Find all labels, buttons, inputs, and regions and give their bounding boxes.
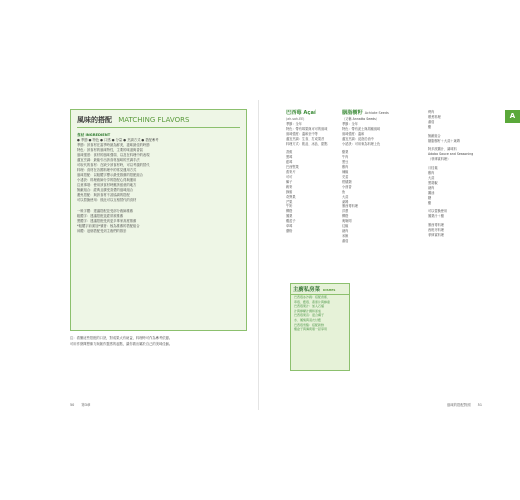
text-line: 汁與檸檬汁調和而成 — [294, 308, 322, 313]
text-line: 辣椒 — [342, 170, 349, 175]
text-line: 奧勒岡 — [342, 219, 352, 224]
text-line: 黑胡椒 — [428, 180, 438, 185]
text-line: 柑橘類 — [342, 179, 352, 184]
ingredient-heading: 食材 INGREDIENT — [77, 133, 111, 137]
text-line: 醋 — [428, 200, 432, 205]
dishes-heading — [291, 284, 349, 295]
text-line: 西班牙料理 — [428, 228, 444, 233]
text-line: 草莓 — [286, 224, 293, 229]
page-gutter — [258, 100, 259, 410]
text-line: 萊姆 — [342, 199, 349, 204]
text-line: 料理方式：飲品、冰品、甜點 — [286, 141, 328, 146]
text-line: 巴西莓果昔：混合椰子 — [294, 313, 325, 318]
text-line: 蜂蜜 — [286, 189, 293, 194]
left-folio — [70, 402, 96, 407]
guide-line: 料理：食材在各國料理中的常見運用方式 — [77, 168, 137, 172]
text-line: 風味強度：溫和 — [342, 131, 365, 136]
text-line: 無敵組合 — [428, 133, 441, 138]
text-line: 柳橙 — [286, 209, 293, 214]
text-line: 月桂葉 — [428, 166, 438, 171]
text-line: 糖 — [428, 195, 432, 200]
text-line: 阿多波醬汁、調味料 — [428, 147, 457, 152]
text-line: 大蒜 — [428, 175, 435, 180]
guide-line: 適宜烹調：最能引出該食材風味的烹調手法 — [77, 158, 140, 162]
text-line: 椰子 — [286, 179, 293, 184]
text-line: 奇異果 — [286, 194, 296, 199]
text-line: 燉煮料理 — [428, 114, 441, 119]
text-line: 雞肉 — [342, 165, 349, 170]
right-folio — [441, 402, 482, 407]
guide-line: 小祕訣：料理廚師分享的搭配心得與運用 — [77, 178, 137, 182]
left-page-number: 50 — [70, 403, 75, 407]
guide-line: 無敵組合：經典且廣受喜愛的風味組合 — [77, 188, 134, 192]
text-line: 鳳梨汁＋醋 — [428, 214, 444, 219]
text-line: 豬肉 — [342, 228, 349, 233]
text-line: 墨西哥料理 — [342, 204, 358, 209]
entry-heading-achiote — [342, 110, 398, 117]
text-line: 藍莓 — [286, 160, 293, 165]
text-line: 醬油 — [428, 190, 435, 195]
column-acai — [286, 110, 340, 234]
legend-line: 粗體字：建議搭配並經常被推薦 — [77, 214, 124, 218]
text-line: 鳳梨 — [286, 214, 293, 219]
text-line: 水、鳳梨與羽衣甘藍 — [294, 317, 322, 322]
text-line: 柳橙 — [342, 214, 349, 219]
chef-dishes-box — [290, 283, 350, 371]
guide-line: ● 季節 ● 特色 ● 口感 ● 分量 ● 烹調方式 ● 搭配參考 — [77, 138, 159, 142]
text-line: （菲律賓料理） — [428, 157, 451, 162]
text-line: 魚 — [342, 189, 346, 194]
guide-line: 特色：該食材的風味特性，主要的味道與香氣 — [77, 148, 143, 152]
text-line: 番茄 — [428, 119, 435, 124]
text-line: 季節：全年 — [286, 121, 302, 126]
text-line: 燕麥片 — [286, 170, 296, 175]
text-line: 胭脂樹籽＋大蒜＋萊姆 — [428, 138, 460, 143]
guide-line: 風味搭配：以粗體字標示最受推薦的搭配組合 — [77, 173, 143, 177]
entry-lines — [342, 117, 398, 244]
text-line: 紅椒 — [342, 224, 349, 229]
left-chapter-label: 第3章 — [81, 403, 91, 407]
text-line: 特色：帶有泥土與胡椒風味 — [342, 126, 381, 131]
text-line: 季節：全年 — [342, 121, 358, 126]
column-achiote — [342, 110, 398, 244]
intro-line: 注：看懂這些搭配的口訣，對成果大有助益，料理時可作為參考依據。 — [70, 336, 173, 340]
column-adobo — [428, 110, 488, 238]
text-line: 芒果 — [286, 199, 293, 204]
right-chapter-label: 風味的搭配對照 — [446, 403, 471, 407]
right-page-number: 51 — [477, 403, 482, 407]
text-line: 洋蔥 — [342, 209, 349, 214]
text-line: 覆盆子與薄荷葉一起享用 — [294, 327, 328, 332]
guide-line: 注意事項：使用該食材時應該留意的地方 — [77, 183, 137, 187]
text-line: 墨西哥料理 — [428, 223, 444, 228]
entry-heading-acai — [286, 110, 340, 117]
text-line: 牛肉 — [342, 155, 349, 160]
text-line: 草莓、藍莓、燕麥片與蜂蜜 — [294, 299, 331, 304]
text-line: Adobo Sauce and Seasoning — [428, 152, 474, 157]
text-line: 番茄 — [342, 238, 349, 243]
text-line: 牛奶 — [286, 204, 293, 209]
text-line: 菲律賓料理 — [428, 233, 444, 238]
guide-line: 避免搭配：與該食材不甚協調的搭配 — [77, 193, 130, 197]
text-line: 酪梨 — [342, 150, 349, 155]
text-line: 烤肉 — [428, 110, 435, 114]
text-line: 香蕉 — [286, 150, 293, 155]
text-line: 豬肉 — [428, 185, 435, 190]
text-line: 巴西莓冰沙碗：搭配香蕉、 — [294, 295, 331, 299]
guide-line: 風味強度：食材的風味強弱，以及在料理中的表現 — [77, 153, 150, 157]
text-line: 黑莓 — [286, 155, 293, 160]
entry-pronunciation: (ah-sah-EE) — [286, 117, 305, 121]
text-line: 適宜烹調：浸泡於油中 — [342, 136, 374, 141]
text-line: 可以替換使用 — [428, 209, 448, 214]
text-line: 適宜烹調：生食、打成果昔 — [286, 136, 325, 141]
text-line: 巴西堅果 — [286, 165, 299, 170]
letter-tab: A — [505, 110, 520, 123]
guide-line: 可取代的食材：在缺少該食材時，可以考慮的替代 — [77, 163, 150, 167]
guide-box-header — [77, 113, 240, 128]
dishes-lines — [291, 295, 349, 332]
dishes-title: 主廚私房菜 — [293, 287, 320, 293]
text-line: 巴西莓果汁：加入石榴 — [294, 304, 325, 309]
text-line: 芫荽 — [342, 174, 349, 179]
entry-title: 巴西莓 Açaí — [286, 110, 316, 116]
text-line: （又稱 Annatto Seeds） — [342, 117, 380, 121]
text-line: 小祕訣：可用來為料理上色 — [342, 141, 381, 146]
guide-line: 季節：該食材在當季時最為鮮美，滋味最佳的時節 — [77, 143, 150, 147]
guide-lines — [77, 132, 243, 234]
guide-title-en: MATCHING FLAVORS — [118, 116, 190, 124]
legend-line: 一般字體：建議搭配並受部分廚師推薦 — [77, 209, 134, 213]
text-line: 巴西莓雪酪：搭配新鮮 — [294, 322, 325, 327]
intro-line: 可用作發揮想像力與創作靈感的起點，讓你做出屬於自己的美味佳餚。 — [70, 341, 173, 346]
guide-line: 可以替換使用：彼此可以互相替代的食材 — [77, 198, 137, 202]
entry-title: 胭脂樹籽 — [342, 110, 363, 116]
guide-title-zh: 風味的搭配 — [77, 116, 112, 124]
dishes-title-en: DISHES — [322, 288, 336, 292]
text-line: 雞肉 — [428, 171, 435, 176]
text-line: 優格 — [286, 228, 293, 233]
text-line: 小茴香 — [342, 184, 352, 189]
text-line: 穀麥 — [286, 184, 293, 189]
text-line: 風味強度：溫和至中等 — [286, 131, 318, 136]
matching-flavors-box — [70, 109, 247, 331]
text-line: 大蒜 — [342, 194, 349, 199]
text-line: 米飯 — [342, 233, 349, 238]
intro-note — [70, 336, 250, 347]
text-line: 特色：帶有莓果與可可的風味 — [286, 126, 328, 131]
legend-line: 黑體字：建議搭配受到更多專家高度推薦 — [77, 219, 137, 223]
entry-lines — [286, 122, 340, 234]
text-line: 黑豆 — [342, 160, 349, 165]
text-line: 覆盆子 — [286, 219, 296, 224]
legend-line: 斜體：這個搭配受到主廚們的推崇 — [77, 229, 127, 233]
entry-title-en: Achiote Seeds — [364, 111, 389, 115]
entry-lines — [428, 110, 488, 238]
legend-line: *粗體字前面加*號者：極為推薦的搭配組合 — [77, 224, 140, 228]
text-line: 可可 — [286, 174, 293, 179]
text-line: 醋 — [428, 124, 432, 129]
